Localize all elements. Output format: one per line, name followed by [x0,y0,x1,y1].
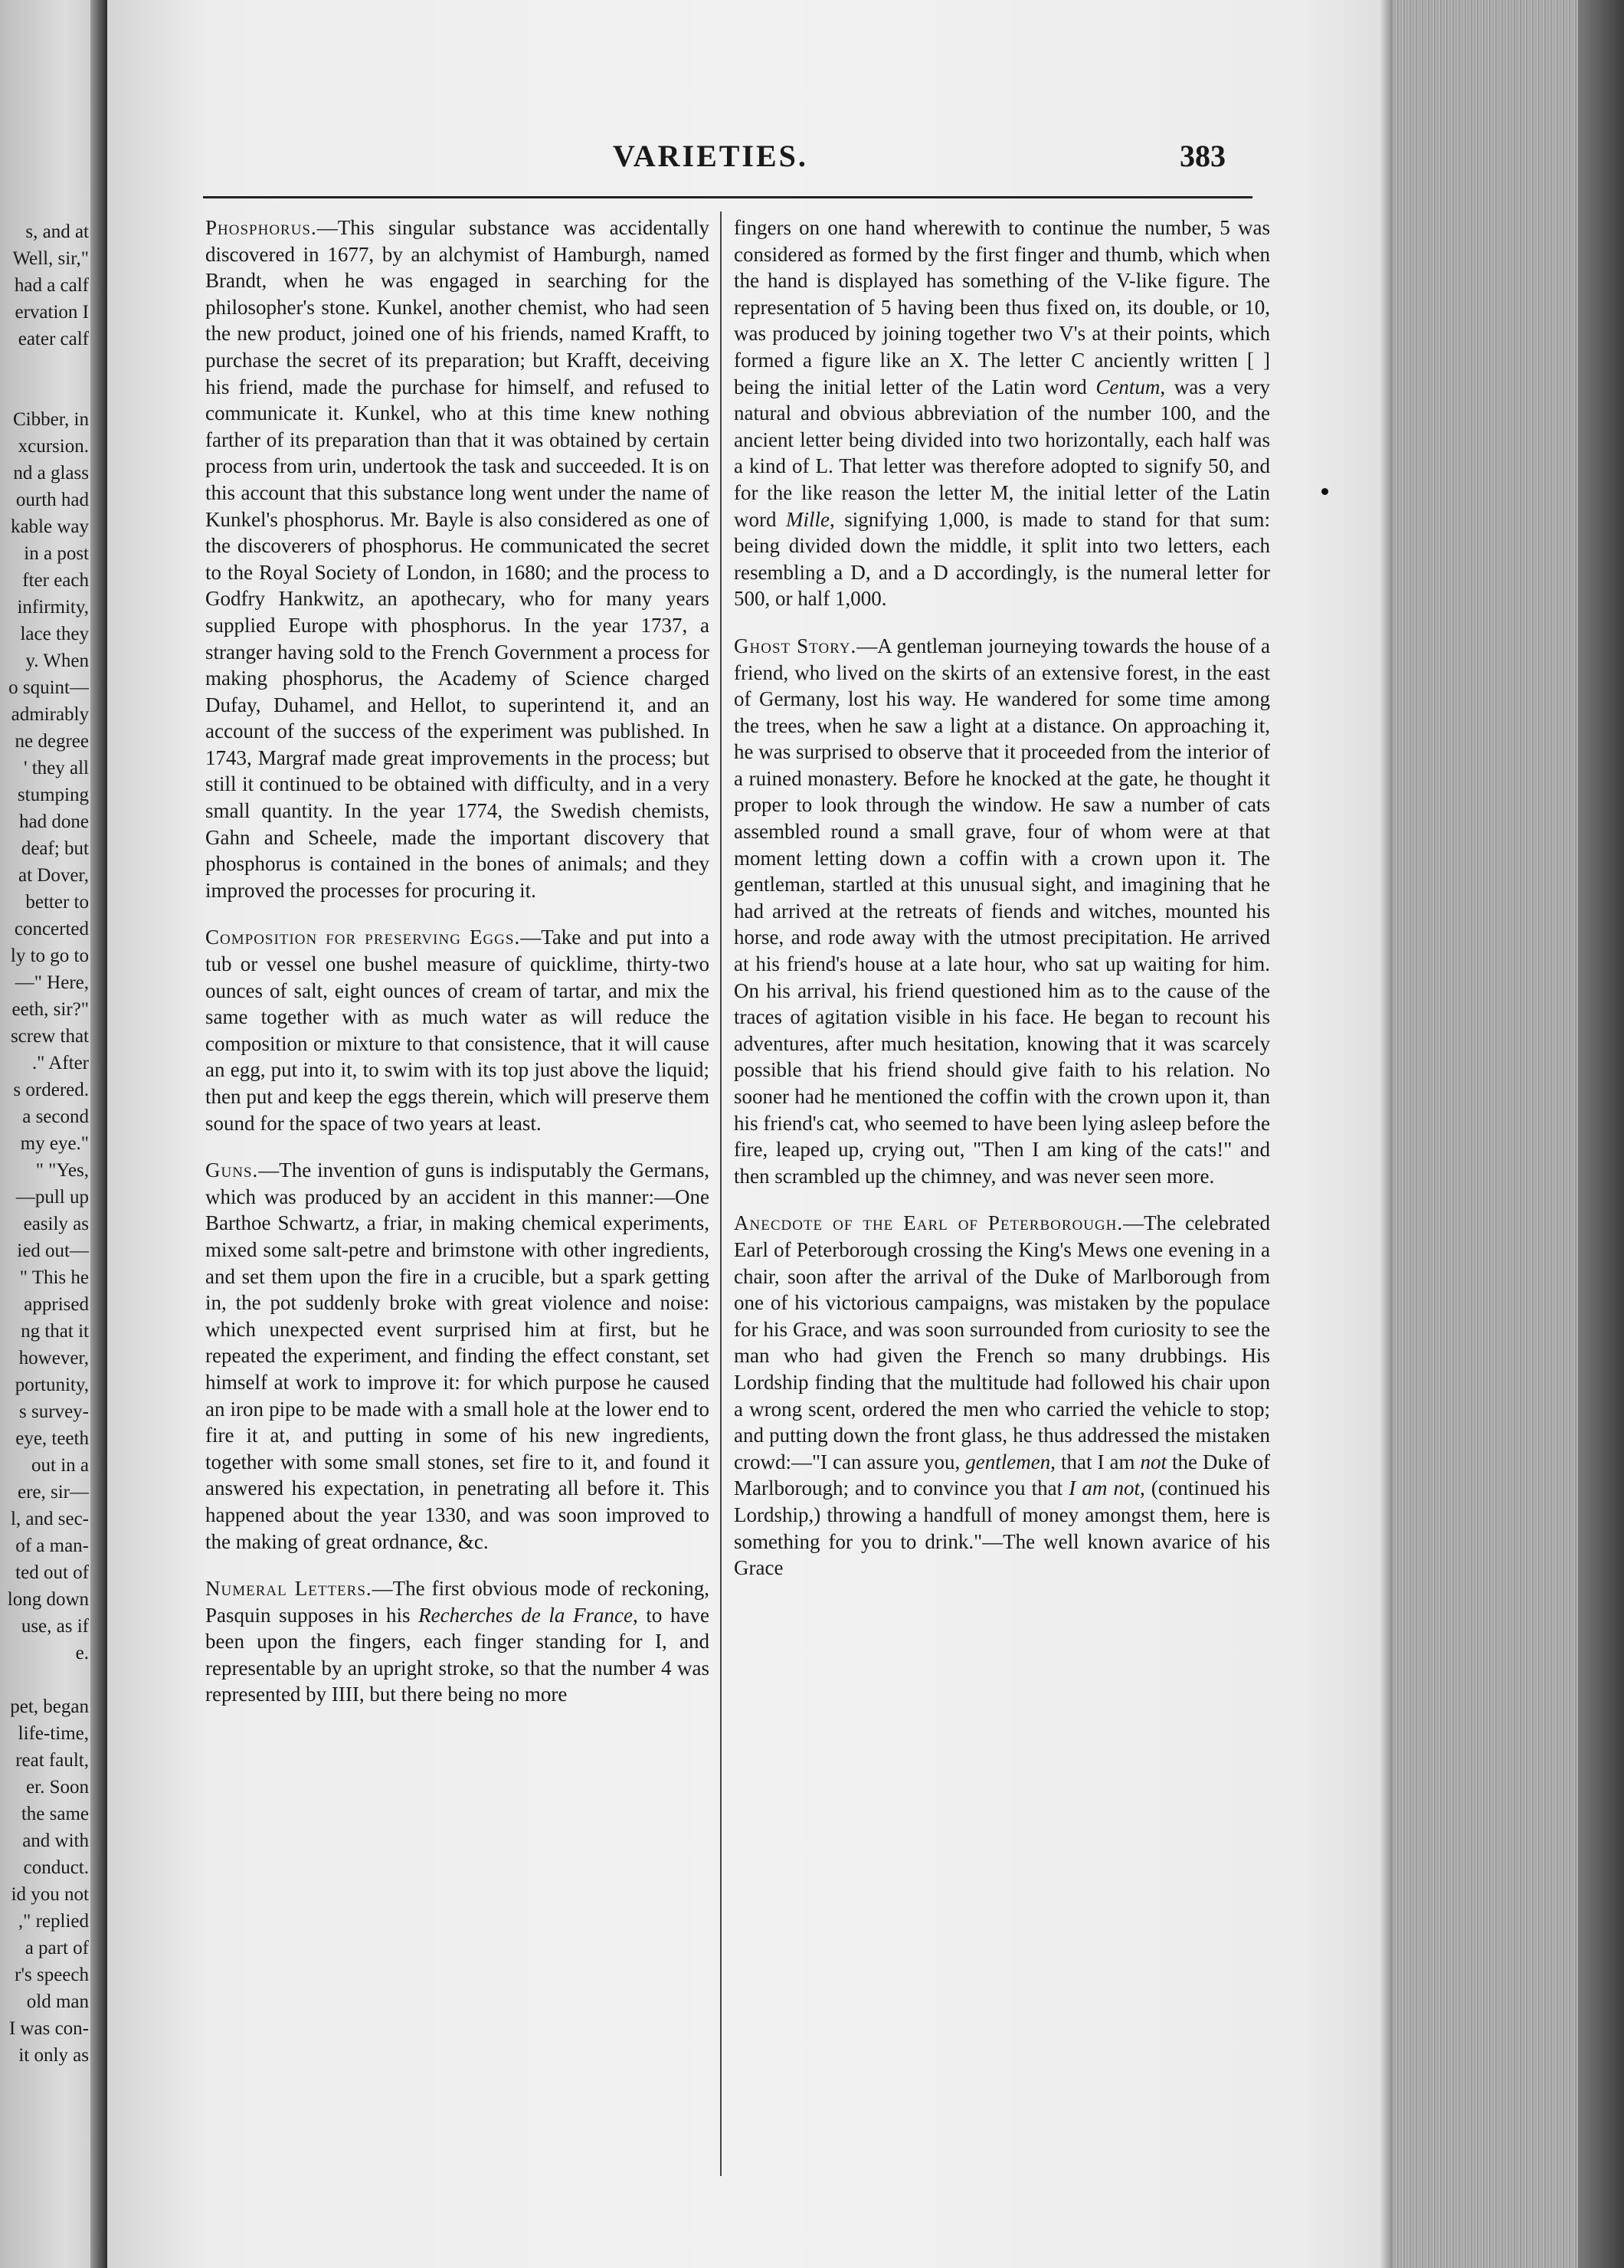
article-phosphorus [205,215,709,903]
article-body: the Duke of Marlborough; and to convince you that [734,1450,1271,1500]
facing-page-line: lace they [20,624,89,644]
facing-page-line: —pull up [15,1187,89,1208]
facing-page-line: eeth, sir?" [11,999,89,1020]
article-body: —The invention of guns is indisputably the Germans, which was produced by an accident in this manner:—One Barthoe Schwartz, a friar, in making chemical experiments, mixed some salt-petre and brimstone with other ingredients, and set them upon the fire in a crucible, but a spark getting in, the pot suddenly broke with great violence and noise: which unexpected event surprised him at first, but he repeated the experiment, and finding the effect constant, set himself at work to improve it: for which purpose he caused an iron pipe to be made with a small hole at the lower end to fire it at, and putting in some of his new ingredients, together with some small stones, set fire to it, and found it answered his expectation, in penetrating all before it. This happened about the year 1330, and was soon improved to the making of great ordnance, &c. [205,1159,709,1553]
article-title: Guns. [205,1159,259,1182]
article-italic: not [1140,1450,1167,1473]
facing-page-line: eye, teeth [15,1428,89,1449]
facing-page-line: " This he [19,1267,89,1288]
facing-page-line: portunity, [15,1375,89,1395]
facing-page-line: pet, began [10,1696,89,1717]
facing-page-line: life-time, [18,1723,89,1744]
facing-page-line: screw that [10,1026,89,1047]
page-edge-highlight [1379,0,1393,2268]
facing-page-line: ," replied [18,1911,89,1932]
facing-page-line: ' they all [23,758,89,778]
article-body: , (continued his Lordship,) throwing a handfull of money amongst them, here is something for you to drink."—The well known avarice of his Grace [734,1476,1270,1580]
article-italic: I am not [1069,1476,1140,1500]
facing-page-line: conduct. [23,1857,89,1878]
article-body: —The celebrated Earl of Peterborough crossing the King's Mews one evening in a chair, soon after the arrival of the Duke of Marlborough from one of his victorious campaigns, was mistaken by the populace for his Grace, and was soon surrounded from curiosity to see the man who had given the French so many drubbings. His Lordship finding that the multitude had followed his chair upon a wrong scent, ordered the men who carried the vehicle to stop; and putting down the front glass, he thus addressed the mistaken crowd:—"I can assure you, [734,1211,1271,1473]
facing-page-line: nd a glass [13,463,89,483]
facing-page-line: in a post [24,543,89,564]
facing-page-line: long down [7,1589,89,1610]
facing-page-line: I was con- [8,2018,89,2039]
left-column [205,215,709,1729]
article-body: —This singular substance was accidentally discovered in 1677, by an alchymist of Hamburgh, named Brandt, when he was engaged in searching for the philosopher's stone. Kunkel, another chemist, who had seen the new product, joined one of his friends, named Krafft, to purchase the secret of its preparation; but Krafft, deceiving his friend, made the purchase for himself, and refused to communicate it. Kunkel, who at this time knew nothing farther of its preparation than that it was obtained by certain process from urin, undertook the task and succeeded. It is on this account that this substance long went under the name of Kunkel's phosphorus. Mr. Bayle is also considered as one of the discoverers of phosphorus. He communicated the secret to the Royal Society of London, in 1680; and the process to Godfry Hankwitz, an apothecary, who for many years supplied Europe with phosphorus. In the year 1737, a stranger having sold to the French Government a process for making phosphorus, the Academy of Science charged Dufay, Duhamel, and Hellot, to superintend it, and an account of the success of the experiment was published. In 1743, Margraf made great improvements in the process; but still it continued to be obtained with difficulty, and in a very small quantity. In the year 1774, the Swedish chemists, Gahn and Scheele, made the important discovery that phosphorus is contained in the bones of animals; and they improved the processes for procuring it. [205,216,709,902]
article-italic: Recherches de la France [418,1603,633,1627]
facing-page-line: however, [18,1348,89,1368]
article-anecdote-peterborough [734,1210,1270,1581]
facing-page-line: s survey- [19,1401,89,1422]
facing-page-line: ng that it [21,1321,89,1342]
article-body: —A gentleman journeying towards the house of a friend, who lived on the skirts of an extensive forest, in the east of Germany, lost his way. He wandered for some time among the trees, when he saw a light at a distance. On approaching it, he was surprised to observe that it proceeded from the interior of a ruined monastery. Before he knocked at the gate, he thought it proper to look through the window. He saw a number of cats assembled round a small grave, four of whom were at that moment letting down a coffin with a crown upon it. The gentleman, startled at this unusual sight, and imagining that he had arrived at the retreats of fiends and witches, mounted his horse, and rode away with the utmost precipitation. He arrived at his friend's house at a late hour, who sat up waiting for him. On his arrival, his friend questioned him as to the cause of the traces of agitation visible in his face. He began to recount his adventures, after much hesitation, knowing that it was scarcely possible that his friend should give faith to his relation. No sooner had he mentioned the coffin with the crown upon it, than his friend's cat, who seemed to have been lying asleep before the fire, leaped up, crying out, "Then I am king of the cats!" and then scrambled up the chimney, and was never seen more. [734,634,1270,1188]
article-guns [205,1157,709,1555]
facing-page-line: xcursion. [18,436,89,457]
facing-page-line: at Dover, [18,865,89,886]
facing-page-line: s ordered. [13,1080,89,1100]
facing-page-line: reat fault, [15,1750,89,1771]
facing-page-line: it only as [18,2045,89,2066]
right-column [734,215,1270,1602]
article-body: —Take and put into a tub or vessel one bushel measure of quicklime, thirty-two ounces of salt, eight ounces of cream of tartar, and mix the same together with as much water as will reduce the composition or mixture to that consistence, that it will cause an egg, put into it, to swim with its top just above the liquid; then put and keep the eggs therein, which will preserve them sound for the space of two years at least. [205,926,709,1135]
running-head: VARIETIES. [613,139,808,173]
facing-page-line [0,352,89,379]
column-rule [720,211,722,2176]
article-title: Composition for preserving Eggs. [205,926,521,949]
facing-page-line: use, as if [21,1616,89,1637]
article-eggs [205,924,709,1136]
page-stack-edge [1379,0,1624,2268]
facing-page-line: easily as [23,1214,89,1234]
facing-page-line: concerted [14,919,89,939]
facing-page-line: y. When [25,651,89,671]
facing-page-line: id you not [11,1884,89,1905]
facing-page-line: and with [22,1830,89,1851]
article-numeral-letters [205,1575,709,1708]
facing-page-line: e. [75,1643,89,1663]
facing-page-line: a second [22,1106,89,1127]
article-title: Phosphorus. [205,216,317,239]
header-rule [203,196,1252,198]
facing-page-line: Cibber, in [13,409,89,430]
facing-page-line: fter each [22,570,89,591]
facing-page-line: stumping [17,785,89,805]
article-title: Anecdote of the Earl of Peterborough. [734,1211,1124,1235]
facing-page-line: ere, sir— [17,1482,89,1503]
article-title: Numeral Letters. [205,1577,372,1601]
article-body: , was a very natural and obvious abbreviation of the number 100, and the ancient letter being divided into two horizontally, each half was a kind of L. That letter was therefore adopted to signify 50, and for the like reason the letter M, the initial letter of the Latin word [734,375,1270,531]
facing-page-line: —" Here, [15,972,89,993]
facing-page-line: o squint— [8,677,89,698]
facing-page-line: apprised [24,1294,89,1315]
facing-page-line: out in a [31,1455,89,1476]
facing-page-line: infirmity, [17,597,89,618]
page-edge-shadow [1578,0,1624,2268]
facing-page-line: of a man- [15,1535,89,1556]
article-body: , signifying 1,000, is made to stand for that sum: being divided down the middle, it split into two letters, each resembling a D, and a D accordingly, is the numeral letter for 500, or half 1,000. [734,507,1270,611]
facing-page-line [0,379,89,406]
article-ghost-story [734,633,1270,1189]
facing-page-line: deaf; but [21,838,89,859]
facing-page-line: my eye." [20,1133,89,1154]
facing-page-line: ourth had [15,490,89,510]
facing-page-line: had a calf [14,275,89,296]
article-italic: Mille [785,507,830,531]
facing-page-line [0,1667,89,1693]
article-title: Ghost Story. [734,634,857,657]
ink-dot-mark [1321,488,1328,495]
facing-page-line: ted out of [15,1562,89,1583]
facing-page-line: ne degree [15,731,89,752]
facing-page-line: Well, sir," [12,248,89,269]
article-italic: Centum [1095,375,1161,398]
facing-page [0,0,107,2268]
facing-page-line: " "Yes, [35,1160,89,1181]
facing-page-line: better to [25,892,89,913]
article-body: fingers on one hand wherewith to continue the number, 5 was considered as formed by the first finger and thumb, which when the hand is displayed has something of the V-like figure. The representation of 5 having been thus fixed on, its double, or 10, was produced by joining together two V's at their points, which formed a figure like an X. The letter C anciently written [ ] being the initial letter of the Latin word [734,216,1270,398]
facing-page-line: the same [21,1804,89,1824]
facing-page-line: ." After [31,1053,89,1073]
facing-page-line: ervation I [15,302,89,323]
facing-page-line: admirably [11,704,89,725]
facing-page-line: a part of [25,1938,89,1958]
article-body: , that I am [1050,1450,1141,1473]
binding-gutter [90,0,107,2268]
article-italic: gentlemen [965,1450,1051,1473]
facing-page-line: old man [26,1991,89,2012]
facing-page-line: had done [19,811,89,832]
facing-page-line: s, and at [25,221,89,242]
facing-page-line: kable way [10,516,89,537]
facing-page-line: l, and sec- [10,1509,89,1529]
facing-page-line: er. Soon [26,1777,89,1798]
facing-page-line: ly to go to [10,946,89,966]
page-number: 383 [1180,139,1226,173]
article-numeral-letters-continued [734,215,1270,612]
facing-page-text [0,218,89,2069]
article-body: —The first obvious mode of reckoning, Pasquin supposes in his [205,1577,709,1627]
facing-page-line: eater calf [18,329,89,349]
facing-page-line: ied out— [17,1241,89,1261]
facing-page-line: r's speech [15,1965,89,1985]
article-body: , to have been upon the fingers, each finger standing for I, and representable by an upright stroke, so that the number 4 was represented by IIII, but there being no more [205,1603,709,1706]
